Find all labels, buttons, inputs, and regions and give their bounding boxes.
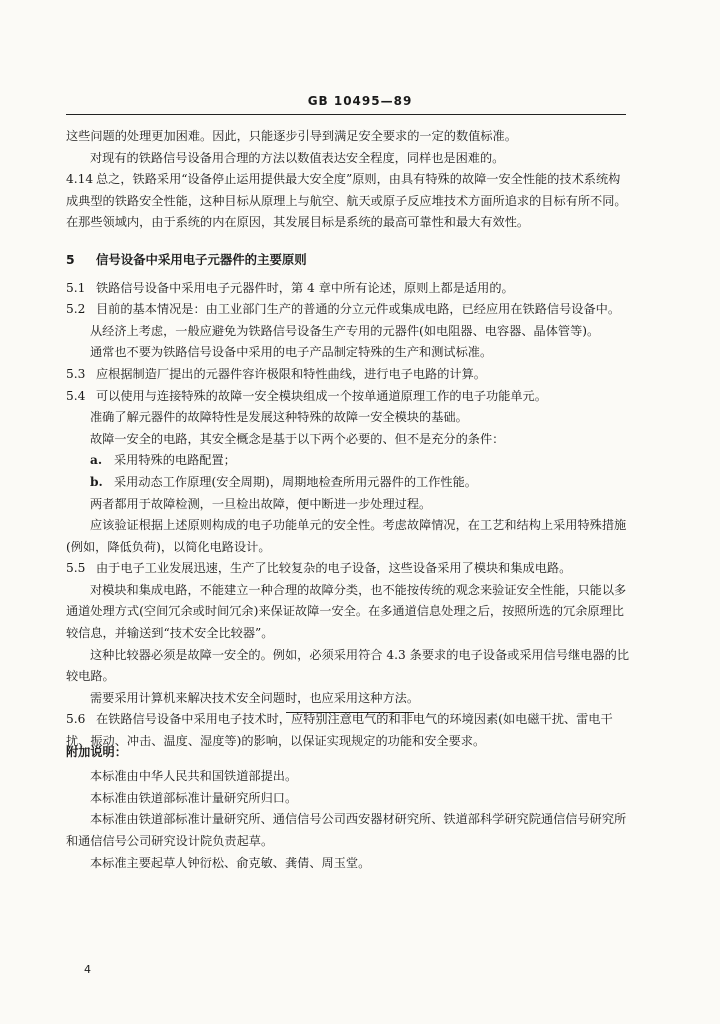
clause-5-2	[66, 299, 632, 321]
paragraph: 通常也不要为铁路信号设备中采用的电子产品制定特殊的生产和测试标准。	[90, 345, 493, 360]
standard-code-header: GB 10495—89	[307, 94, 413, 108]
clause-4-14	[66, 169, 632, 234]
paragraph: 应该验证根据上述原则构成的电子功能单元的安全性。考虑故障情况，在工艺和结构上采用特殊措施(例如，降低负荷)，以简化电路设计。	[66, 518, 627, 554]
note-line: 本标准主要起草人钟衍松、俞克敏、龚倩、周玉堂。	[90, 855, 371, 870]
note-line: 本标准由铁道部标准计量研究所、通信信号公司西安器材研究所、铁道部科学研究院通信信号研究所和通信信号公司研究设计院负责起草。	[66, 812, 627, 849]
chapter-5-heading	[66, 249, 632, 271]
paragraph: 故障一安全的电路，其安全概念是基于以下两个必要的、但不是充分的条件：	[90, 431, 505, 446]
paragraph: 这种比较器必须是故障一安全的。例如，必须采用符合 4.3 条要求的电子设备或采用信号继电器的比较电路。	[66, 647, 630, 684]
clause-5-4	[66, 386, 632, 408]
clause-text: 由于电子工业发展迅速，生产了比较复杂的电子设备，这些设备采用了模块和集成电路。	[96, 561, 572, 576]
clause-text: 目前的基本情况是：由工业部门生产的普通的分立元件或集成电路，已经应用在铁路信号设备中。	[96, 302, 621, 317]
clause-number: 5.2	[66, 302, 86, 317]
list-marker: b.	[90, 474, 103, 489]
paragraph: 两者都用于故障检测，一旦检出故障，便中断进一步处理过程。	[90, 496, 432, 511]
list-item-text: 采用动态工作原理(安全周期)，周期地检查所用元器件的工作性能。	[114, 474, 477, 489]
paragraph: 对现有的铁路信号设备用合理的方法以数值表达安全程度，同样也是困难的。	[90, 150, 505, 165]
clause-number: 5.1	[66, 280, 86, 295]
clause-number: 5.3	[66, 366, 86, 381]
note-line: 本标准由铁道部标准计量研究所归口。	[90, 790, 298, 805]
clause-text: 总之，铁路采用“设备停止运用提供最大安全度”原则，由具有特殊的故障一安全性能的技术系统构成典型的铁路安全性能，这种目标从原理上与航空、航天或原子反应堆技术方面所追求的目标有所不同。在那些领域内，由于系统的内在原因，其发展目标是系统的最高可靠性和最大有效性。	[66, 172, 627, 230]
clause-5-5	[66, 558, 632, 580]
paragraph: 对模块和集成电路，不能建立一种合理的故障分类，也不能按传统的观念来验证安全性能，只能以多通道处理方式(空间冗余或时间冗余)来保证故障一安全。在多通道信息处理之后，按照所选的冗余原理比较信息，并输送到“技术安全比较器”。	[66, 582, 627, 641]
end-rule	[286, 712, 414, 713]
page-number: 4	[84, 963, 91, 976]
chapter-number: 5	[66, 251, 75, 267]
clause-number: 5.5	[66, 561, 86, 576]
clause-number: 5.6	[66, 712, 86, 727]
paragraph: 准确了解元器件的故障特性是发展这种特殊的故障一安全模块的基础。	[90, 410, 468, 425]
header-rule	[66, 114, 626, 115]
clause-text: 可以使用与连接特殊的故障一安全模块组成一个按单通道原理工作的电子功能单元。	[96, 388, 547, 403]
clause-text: 铁路信号设备中采用电子元器件时，第 4 章中所有论述，原则上都是适用的。	[96, 280, 514, 295]
paragraph: 需要采用计算机来解决技术安全问题时，也应采用这种方法。	[90, 690, 420, 705]
clause-number: 4.14	[66, 172, 94, 187]
list-item	[66, 472, 632, 494]
list-marker: a.	[90, 453, 103, 468]
clause-text: 应根据制造厂提出的元器件容许极限和特性曲线，进行电子电路的计算。	[96, 366, 486, 381]
note-line: 本标准由中华人民共和国铁道部提出。	[90, 768, 298, 783]
chapter-title: 信号设备中采用电子元器件的主要原则	[96, 251, 307, 267]
additional-notes-title: 附加说明：	[66, 745, 127, 759]
clause-text: 在铁路信号设备中采用电子技术时，应特别注意电气的和非电气的环境因素(如电磁干扰、雷电干扰、振动、冲击、温度、湿度等)的影响，以保证实现规定的功能和安全要求。	[66, 712, 613, 749]
clause-5-1	[66, 278, 632, 300]
additional-notes	[66, 742, 632, 875]
list-item-text: 采用特殊的电路配置；	[114, 453, 236, 468]
paragraph: 这些问题的处理更加困难。因此，只能逐步引导到满足安全要求的一定的数值标准。	[66, 129, 517, 143]
clause-number: 5.4	[66, 388, 86, 403]
document-body	[66, 126, 632, 753]
paragraph: 从经济上考虑，一般应避免为铁路信号设备生产专用的元器件(如电阻器、电容器、晶体管等)。	[90, 323, 600, 338]
clause-5-3	[66, 364, 632, 386]
list-item	[66, 450, 632, 472]
